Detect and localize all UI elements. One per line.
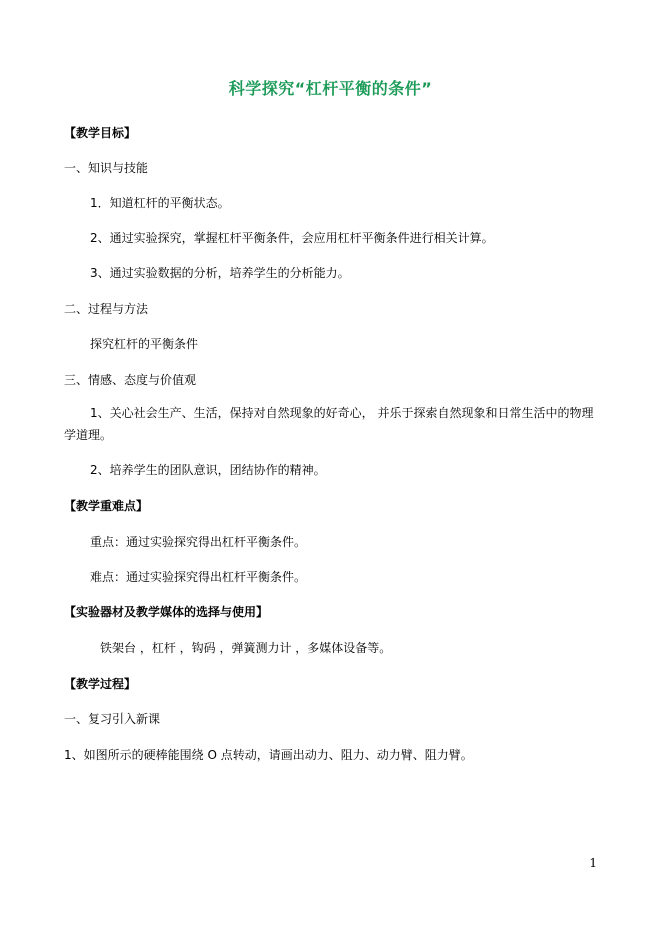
process-item-1: 探究杠杆的平衡条件 [90,337,199,351]
document-title: 科学探究“杠杆平衡的条件” [228,79,433,98]
key-point-text: 重点：通过实验探究得出杠杆平衡条件。 [90,535,307,549]
knowledge-item-1: 1．知道杠杆的平衡状态。 [90,196,230,210]
key-difficult-heading: 【教学重难点】 [64,499,149,513]
equipment-heading: 【实验器材及教学媒体的选择与使用】 [64,605,269,619]
teaching-procedure-heading: 【教学过程】 [64,677,137,691]
review-item-1: 1、如图所示的硬棒能围绕 O 点转动，请画出动力、阻力、动力臂、阻力臂。 [64,748,473,762]
hard-point-text: 难点：通过实验探究得出杠杆平衡条件。 [90,570,307,584]
attitude-item-1: 1、关心社会生产、生活，保持对自然现象的好奇心， 并乐于探索自然现象和日常生活中的物理学道理。 [64,406,594,442]
page-number: 1 [589,856,597,870]
knowledge-item-2: 2、通过实验探究，掌握杠杆平衡条件，会应用杠杆平衡条件进行相关计算。 [90,231,494,245]
process-method-heading: 二、过程与方法 [64,302,149,316]
equipment-list: 铁架台 ，杠杆 ，钩码 ，弹簧测力计 ，多媒体设备等。 [100,641,392,655]
knowledge-item-3: 3、通过实验数据的分析，培养学生的分析能力。 [90,266,350,280]
attitude-item-2: 2、培养学生的团队意识，团结协作的精神。 [90,463,326,477]
review-heading: 一、复习引入新课 [64,712,161,726]
teaching-goal-heading: 【教学目标】 [64,126,137,140]
knowledge-skills-heading: 一、知识与技能 [64,161,149,175]
attitude-values-heading: 三、情感、态度与价值观 [64,373,197,387]
